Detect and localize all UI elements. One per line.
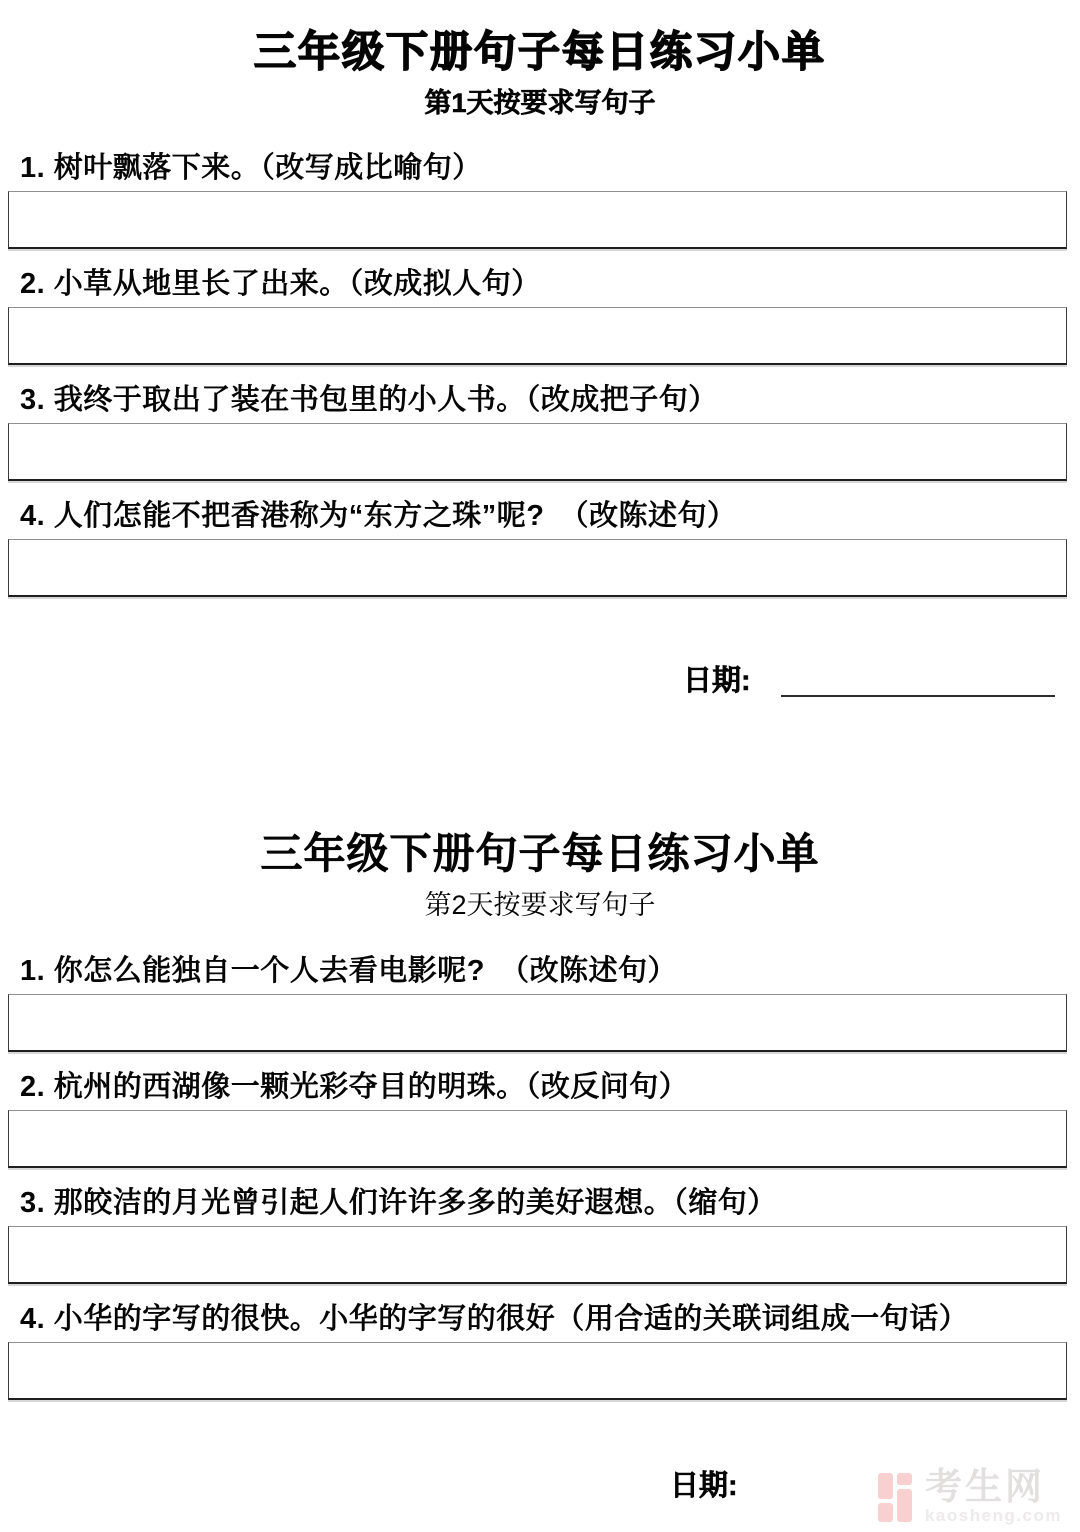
answer-box[interactable] (8, 994, 1067, 1052)
question-text: 3. 那皎洁的月光曾引起人们许许多多的美好遐想。（缩句） (20, 1186, 777, 1219)
logo-block (897, 1489, 912, 1522)
answer-box[interactable] (8, 1110, 1067, 1168)
section-subtitle: 第2天按要求写句子 (424, 890, 656, 921)
watermark-site-url: kaosheng.com (924, 1506, 1062, 1525)
question-text: 1. 树叶飘落下来。（改写成比喻句） (20, 152, 482, 185)
date-row (0, 665, 1080, 697)
watermark-text (924, 1466, 1062, 1525)
question-text: 2. 杭州的西湖像一颗光彩夺目的明珠。（改反问句） (20, 1070, 689, 1103)
question-item (0, 1302, 1080, 1400)
section-title: 三年级下册句子每日练习小单 (260, 830, 820, 878)
question-item (0, 267, 1080, 365)
question-item (0, 954, 1080, 1052)
logo-block (878, 1503, 893, 1522)
answer-box[interactable] (8, 1226, 1067, 1284)
question-text: 4. 小华的字写的很快。小华的字写的很好（用合适的关联词组成一句话） (20, 1302, 969, 1335)
kaosheng-logo-icon (878, 1473, 916, 1522)
question-text: 3. 我终于取出了装在书包里的小人书。（改成把子句） (20, 384, 718, 417)
logo-block (897, 1473, 912, 1485)
question-text: 2. 小草从地里长了出来。（改成拟人句） (20, 268, 541, 301)
date-label: 日期: (670, 1469, 738, 1502)
worksheet-day-2 (0, 697, 1080, 1501)
section-title: 三年级下册句子每日练习小单 (253, 28, 826, 75)
date-label: 日期: (683, 665, 751, 698)
answer-box[interactable] (8, 307, 1067, 365)
question-text: 4. 人们怎能不把香港称为“东方之珠”呢? （改陈述句） (20, 500, 737, 533)
question-item (0, 499, 1080, 597)
date-blank-line[interactable] (781, 667, 1055, 697)
answer-box[interactable] (8, 1342, 1067, 1400)
watermark-site-name: 考生网 (924, 1466, 1045, 1507)
question-item (0, 1186, 1080, 1284)
question-item (0, 151, 1080, 249)
logo-block (878, 1473, 893, 1499)
answer-box[interactable] (8, 539, 1067, 597)
question-text: 1. 你怎么能独自一个人去看电影呢? （改陈述句） (20, 954, 677, 987)
answer-box[interactable] (8, 191, 1067, 249)
section-subtitle: 第1天按要求写句子 (424, 88, 656, 119)
question-item (0, 1070, 1080, 1168)
answer-box[interactable] (8, 423, 1067, 481)
question-item (0, 383, 1080, 481)
worksheet-day-1 (0, 0, 1080, 697)
kaosheng-watermark (878, 1466, 1062, 1525)
